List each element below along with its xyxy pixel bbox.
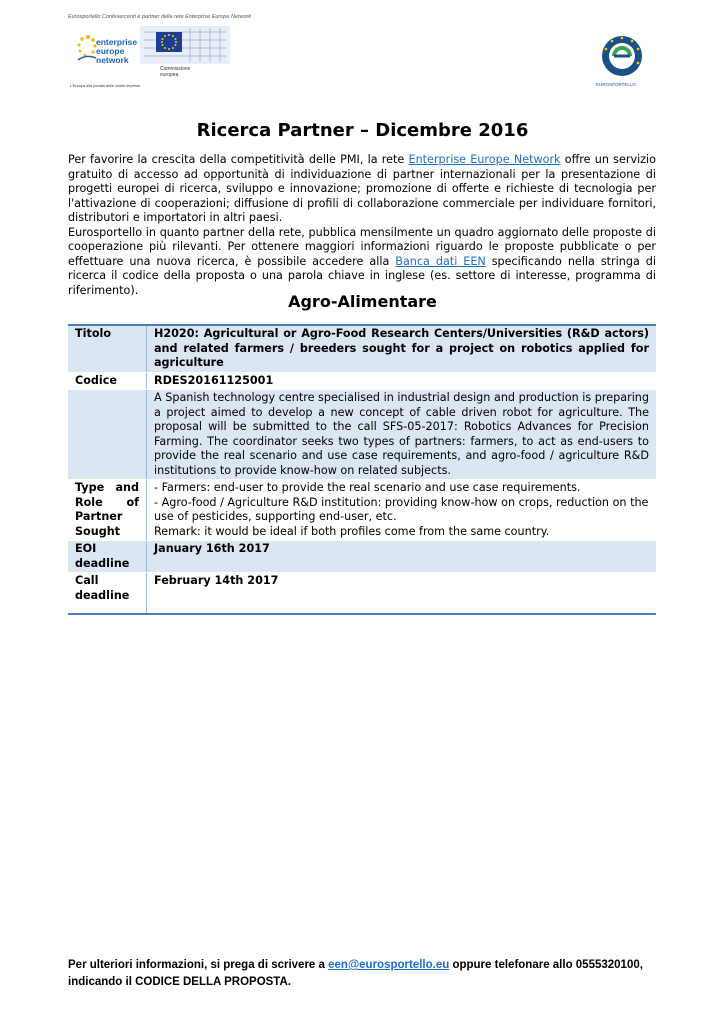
header-caption: Eurosportello Confesercenti è partner della rete Enterprise Europe Network: [68, 14, 252, 20]
description-value: A Spanish technology centre specialised in industrial design and production is preparing a project aimed to develop a new concept of cable driven robot for agriculture. The proposal will be submitted to the call SFS-05-2017: Robotics Advances for Precision Farming. The coordinator seeks two types of partners: farmers, to act as end-users to provide the real scenario and use case requirements, and agro-food / agriculture R&D institutions to provide know-how on related subjects.: [147, 390, 657, 480]
een-logo-line: europe: [96, 46, 125, 56]
footer-text-segment: Per ulteriori informazioni, si prega di scrivere a: [68, 959, 329, 971]
code-value: RDES20161125001: [147, 372, 657, 390]
footer-text-segment: oppure telefonare allo 0555320100, indicando il CODICE DELLA PROPOSTA.: [68, 959, 643, 988]
eurosportello-logo-text: EUROSPORTELLO: [596, 82, 636, 87]
een-tagline: L'Europa alla portata delle vostre imprese: [70, 84, 140, 88]
call-deadline-label: Call deadline: [68, 573, 147, 615]
eurosportello-logo: [592, 26, 652, 88]
table-row: [68, 325, 656, 372]
ec-logo-text: [160, 66, 190, 78]
eoi-deadline-label: EOI deadline: [68, 541, 147, 573]
title-value: H2020: Agricultural or Agro-Food Research Centers/Universities (R&D actors) and related farmers / breeders sought for a project on robotics applied for agriculture: [147, 325, 657, 372]
partner-line: - Farmers: end-user to provide the real scenario and use case requirements.: [154, 481, 581, 494]
intro-text: [68, 153, 656, 298]
page-header: [68, 12, 668, 88]
intro-text-segment: specificando nella stringa di ricerca il codice della proposta o una parola chiave in inglese (es. settore di interesse, programma di riferimento).: [68, 254, 656, 297]
eurosportello-emblem-icon: [600, 34, 644, 78]
eoi-deadline-value: January 16th 2017: [147, 541, 657, 573]
proposal-table: [68, 324, 656, 615]
intro-paragraph: [68, 226, 656, 299]
eu-flag-building-icon: [140, 24, 230, 64]
intro-text-segment: offre un servizio gratuito di accesso ad opportunità di individuazione di partner internazionali per la presentazione di progetti europei di ricerca, sviluppo e innovazione; promozione di offerte e richieste di tecnologia per l'attivazione di cooperazioni; diffusione di profili di collaborazione commerciale per individuare fornitori, distributori e importatori in altri paesi.: [68, 153, 657, 224]
partner-sought-label: Type and Role of Partner Sought: [68, 480, 147, 541]
intro-text-segment: Per favorire la crescita della competitività delle PMI, la rete: [68, 153, 409, 166]
intro-text-segment: Eurosportello in quanto partner della rete, pubblica mensilmente un quadro aggiornato delle proposte di cooperazione più rilevanti. Per ottenere maggiori informazioni riguardo le proposte pubblicate o per effettuare una nuova ricerca, è possibile accedere alla: [68, 225, 656, 268]
partner-sought-value: [147, 480, 657, 541]
description-label-cell: [68, 390, 147, 480]
enterprise-europe-network-link[interactable]: Enterprise Europe Network: [408, 153, 561, 166]
european-commission-logo: [140, 24, 230, 80]
section-title: Agro-Alimentare: [288, 292, 437, 311]
een-stars-icon: [74, 34, 98, 64]
ec-logo-line: europea: [160, 72, 179, 78]
een-logo-line: network: [96, 55, 129, 65]
table-row: [68, 541, 656, 573]
contact-email-link[interactable]: een@eurosportello.eu: [328, 959, 450, 971]
partner-line: - Agro-food / Agriculture R&D institution: providing know-how on crops, reduction on the use of pesticides, supporting end-user, etc.: [154, 495, 649, 523]
een-logo-line: enterprise: [96, 37, 138, 47]
table-row: [68, 372, 656, 390]
een-logo-text: [96, 38, 137, 65]
partner-line: Remark: it would be ideal if both profiles come from the same country.: [154, 524, 550, 538]
code-label: Codice: [68, 372, 147, 390]
call-deadline-value: February 14th 2017: [147, 573, 657, 615]
enterprise-europe-network-logo: [70, 28, 140, 88]
table-row: [68, 390, 656, 480]
ec-logo-line: Commissione: [160, 66, 191, 72]
page-title: Ricerca Partner – Dicembre 2016: [196, 120, 529, 141]
intro-paragraph: [68, 153, 656, 226]
title-label: Titolo: [68, 325, 147, 372]
table-row: [68, 480, 656, 541]
table-row: [68, 573, 656, 615]
page-footer: [68, 957, 668, 991]
banca-dati-een-link[interactable]: Banca dati EEN: [395, 254, 486, 268]
